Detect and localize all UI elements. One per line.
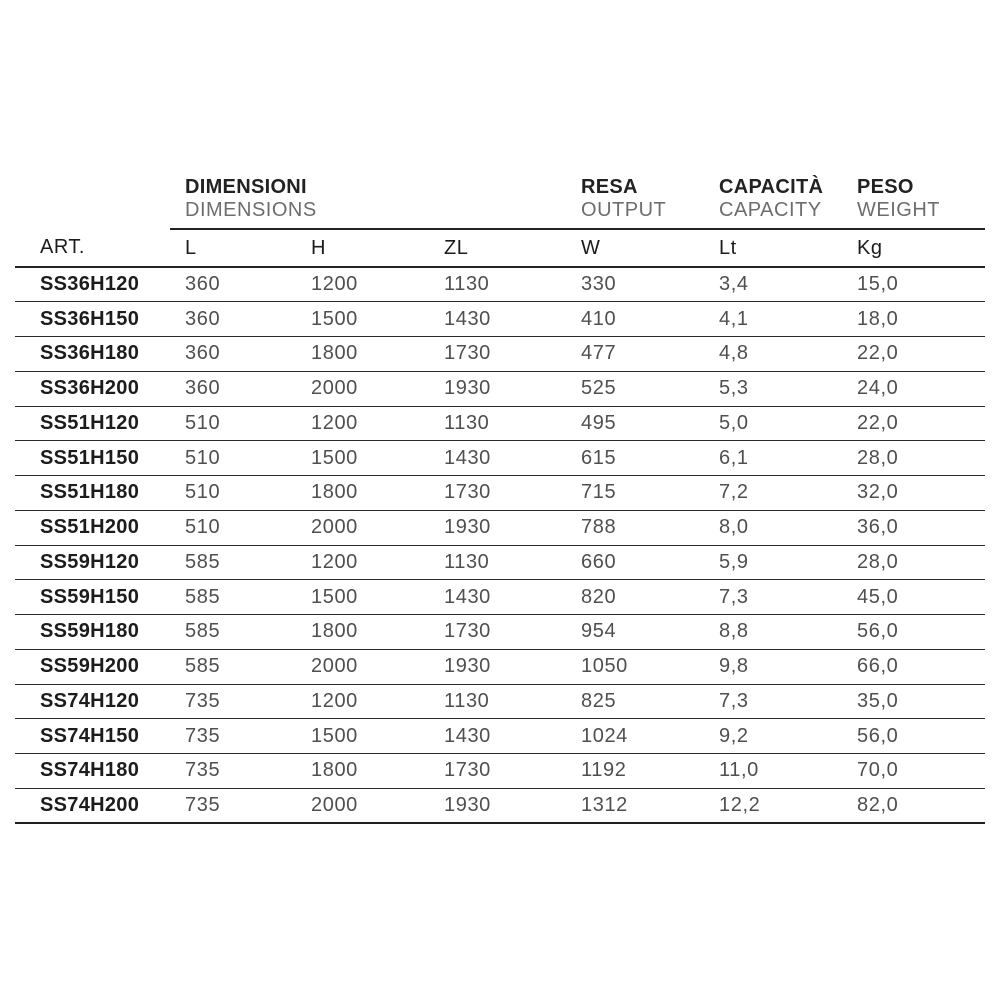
spec-table-body bbox=[15, 267, 985, 823]
table-row bbox=[15, 406, 985, 441]
art-code-cell: SS59H200 bbox=[15, 649, 170, 684]
art-code-cell: SS74H120 bbox=[15, 684, 170, 719]
w-value-cell: 525 bbox=[566, 371, 704, 406]
lt-value-cell: 7,3 bbox=[704, 580, 842, 615]
w-value-cell: 820 bbox=[566, 580, 704, 615]
group-header-capacity bbox=[704, 176, 842, 229]
table-row bbox=[15, 337, 985, 372]
group-title-dimensions-it: DIMENSIONI bbox=[185, 176, 307, 198]
kg-value-cell: 28,0 bbox=[842, 441, 985, 476]
group-title-output-it: RESA bbox=[581, 176, 638, 198]
col-header-art: ART. bbox=[15, 229, 170, 267]
group-header-row bbox=[15, 176, 985, 229]
group-title-output-en: OUTPUT bbox=[581, 199, 667, 221]
kg-value-cell: 56,0 bbox=[842, 615, 985, 650]
l-value-cell: 510 bbox=[170, 441, 296, 476]
lt-value-cell: 8,8 bbox=[704, 615, 842, 650]
table-row bbox=[15, 615, 985, 650]
group-title-capacity-en: CAPACITY bbox=[719, 199, 822, 221]
table-row bbox=[15, 719, 985, 754]
h-value-cell: 1200 bbox=[296, 267, 429, 302]
kg-value-cell: 28,0 bbox=[842, 545, 985, 580]
art-code-cell: SS74H180 bbox=[15, 754, 170, 789]
zl-value-cell: 1930 bbox=[429, 510, 566, 545]
w-value-cell: 825 bbox=[566, 684, 704, 719]
zl-value-cell: 1130 bbox=[429, 684, 566, 719]
zl-value-cell: 1430 bbox=[429, 719, 566, 754]
l-value-cell: 735 bbox=[170, 719, 296, 754]
l-value-cell: 735 bbox=[170, 684, 296, 719]
table-row bbox=[15, 754, 985, 789]
l-value-cell: 510 bbox=[170, 476, 296, 511]
h-value-cell: 1800 bbox=[296, 337, 429, 372]
lt-value-cell: 4,8 bbox=[704, 337, 842, 372]
lt-value-cell: 9,2 bbox=[704, 719, 842, 754]
kg-value-cell: 15,0 bbox=[842, 267, 985, 302]
lt-value-cell: 11,0 bbox=[704, 754, 842, 789]
table-row bbox=[15, 684, 985, 719]
group-header-output bbox=[566, 176, 704, 229]
zl-value-cell: 1130 bbox=[429, 267, 566, 302]
l-value-cell: 360 bbox=[170, 371, 296, 406]
h-value-cell: 1200 bbox=[296, 406, 429, 441]
w-value-cell: 330 bbox=[566, 267, 704, 302]
w-value-cell: 615 bbox=[566, 441, 704, 476]
lt-value-cell: 5,3 bbox=[704, 371, 842, 406]
zl-value-cell: 1430 bbox=[429, 441, 566, 476]
table-row bbox=[15, 267, 985, 302]
art-code-cell: SS74H200 bbox=[15, 788, 170, 823]
zl-value-cell: 1730 bbox=[429, 754, 566, 789]
kg-value-cell: 45,0 bbox=[842, 580, 985, 615]
table-row bbox=[15, 545, 985, 580]
art-code-cell: SS36H180 bbox=[15, 337, 170, 372]
art-code-cell: SS59H180 bbox=[15, 615, 170, 650]
l-value-cell: 360 bbox=[170, 337, 296, 372]
l-value-cell: 585 bbox=[170, 545, 296, 580]
table-row bbox=[15, 510, 985, 545]
h-value-cell: 1800 bbox=[296, 754, 429, 789]
l-value-cell: 510 bbox=[170, 406, 296, 441]
col-header-lt: Lt bbox=[704, 229, 842, 267]
col-header-zl: ZL bbox=[429, 229, 566, 267]
table-row bbox=[15, 441, 985, 476]
h-value-cell: 2000 bbox=[296, 371, 429, 406]
lt-value-cell: 6,1 bbox=[704, 441, 842, 476]
zl-value-cell: 1930 bbox=[429, 649, 566, 684]
lt-value-cell: 8,0 bbox=[704, 510, 842, 545]
kg-value-cell: 35,0 bbox=[842, 684, 985, 719]
w-value-cell: 477 bbox=[566, 337, 704, 372]
spec-table-head bbox=[15, 176, 985, 267]
zl-value-cell: 1130 bbox=[429, 545, 566, 580]
w-value-cell: 715 bbox=[566, 476, 704, 511]
h-value-cell: 1200 bbox=[296, 684, 429, 719]
w-value-cell: 1024 bbox=[566, 719, 704, 754]
lt-value-cell: 5,9 bbox=[704, 545, 842, 580]
l-value-cell: 585 bbox=[170, 649, 296, 684]
group-header-dimensions bbox=[170, 176, 566, 229]
table-row bbox=[15, 649, 985, 684]
art-code-cell: SS36H120 bbox=[15, 267, 170, 302]
kg-value-cell: 24,0 bbox=[842, 371, 985, 406]
art-code-cell: SS51H180 bbox=[15, 476, 170, 511]
spec-table bbox=[15, 176, 985, 824]
l-value-cell: 360 bbox=[170, 267, 296, 302]
l-value-cell: 510 bbox=[170, 510, 296, 545]
column-header-row bbox=[15, 229, 985, 267]
zl-value-cell: 1730 bbox=[429, 337, 566, 372]
art-code-cell: SS59H150 bbox=[15, 580, 170, 615]
w-value-cell: 954 bbox=[566, 615, 704, 650]
group-header-spacer bbox=[15, 176, 170, 229]
col-header-h: H bbox=[296, 229, 429, 267]
col-header-kg: Kg bbox=[842, 229, 985, 267]
w-value-cell: 1050 bbox=[566, 649, 704, 684]
w-value-cell: 410 bbox=[566, 302, 704, 337]
kg-value-cell: 18,0 bbox=[842, 302, 985, 337]
zl-value-cell: 1130 bbox=[429, 406, 566, 441]
l-value-cell: 360 bbox=[170, 302, 296, 337]
h-value-cell: 2000 bbox=[296, 788, 429, 823]
art-code-cell: SS36H150 bbox=[15, 302, 170, 337]
h-value-cell: 1800 bbox=[296, 476, 429, 511]
h-value-cell: 1500 bbox=[296, 719, 429, 754]
kg-value-cell: 70,0 bbox=[842, 754, 985, 789]
w-value-cell: 788 bbox=[566, 510, 704, 545]
kg-value-cell: 22,0 bbox=[842, 337, 985, 372]
h-value-cell: 1500 bbox=[296, 302, 429, 337]
zl-value-cell: 1930 bbox=[429, 788, 566, 823]
l-value-cell: 585 bbox=[170, 615, 296, 650]
lt-value-cell: 7,3 bbox=[704, 684, 842, 719]
art-code-cell: SS51H150 bbox=[15, 441, 170, 476]
h-value-cell: 2000 bbox=[296, 510, 429, 545]
lt-value-cell: 3,4 bbox=[704, 267, 842, 302]
table-row bbox=[15, 580, 985, 615]
lt-value-cell: 12,2 bbox=[704, 788, 842, 823]
kg-value-cell: 82,0 bbox=[842, 788, 985, 823]
group-title-capacity-it: CAPACITÀ bbox=[719, 176, 824, 198]
h-value-cell: 1200 bbox=[296, 545, 429, 580]
group-header-weight bbox=[842, 176, 985, 229]
zl-value-cell: 1430 bbox=[429, 302, 566, 337]
lt-value-cell: 9,8 bbox=[704, 649, 842, 684]
art-code-cell: SS51H120 bbox=[15, 406, 170, 441]
l-value-cell: 735 bbox=[170, 754, 296, 789]
w-value-cell: 1192 bbox=[566, 754, 704, 789]
zl-value-cell: 1730 bbox=[429, 476, 566, 511]
w-value-cell: 660 bbox=[566, 545, 704, 580]
kg-value-cell: 66,0 bbox=[842, 649, 985, 684]
group-title-weight-en: WEIGHT bbox=[857, 199, 941, 221]
col-header-w: W bbox=[566, 229, 704, 267]
h-value-cell: 1500 bbox=[296, 441, 429, 476]
h-value-cell: 2000 bbox=[296, 649, 429, 684]
w-value-cell: 1312 bbox=[566, 788, 704, 823]
art-code-cell: SS36H200 bbox=[15, 371, 170, 406]
l-value-cell: 585 bbox=[170, 580, 296, 615]
table-row bbox=[15, 788, 985, 823]
art-code-cell: SS51H200 bbox=[15, 510, 170, 545]
group-title-dimensions-en: DIMENSIONS bbox=[185, 199, 317, 221]
col-header-l: L bbox=[170, 229, 296, 267]
art-code-cell: SS59H120 bbox=[15, 545, 170, 580]
kg-value-cell: 22,0 bbox=[842, 406, 985, 441]
zl-value-cell: 1930 bbox=[429, 371, 566, 406]
table-row bbox=[15, 371, 985, 406]
w-value-cell: 495 bbox=[566, 406, 704, 441]
zl-value-cell: 1430 bbox=[429, 580, 566, 615]
group-title-weight-it: PESO bbox=[857, 176, 914, 198]
zl-value-cell: 1730 bbox=[429, 615, 566, 650]
l-value-cell: 735 bbox=[170, 788, 296, 823]
h-value-cell: 1500 bbox=[296, 580, 429, 615]
lt-value-cell: 4,1 bbox=[704, 302, 842, 337]
lt-value-cell: 7,2 bbox=[704, 476, 842, 511]
kg-value-cell: 36,0 bbox=[842, 510, 985, 545]
table-row bbox=[15, 302, 985, 337]
lt-value-cell: 5,0 bbox=[704, 406, 842, 441]
table-row bbox=[15, 476, 985, 511]
art-code-cell: SS74H150 bbox=[15, 719, 170, 754]
kg-value-cell: 32,0 bbox=[842, 476, 985, 511]
kg-value-cell: 56,0 bbox=[842, 719, 985, 754]
h-value-cell: 1800 bbox=[296, 615, 429, 650]
